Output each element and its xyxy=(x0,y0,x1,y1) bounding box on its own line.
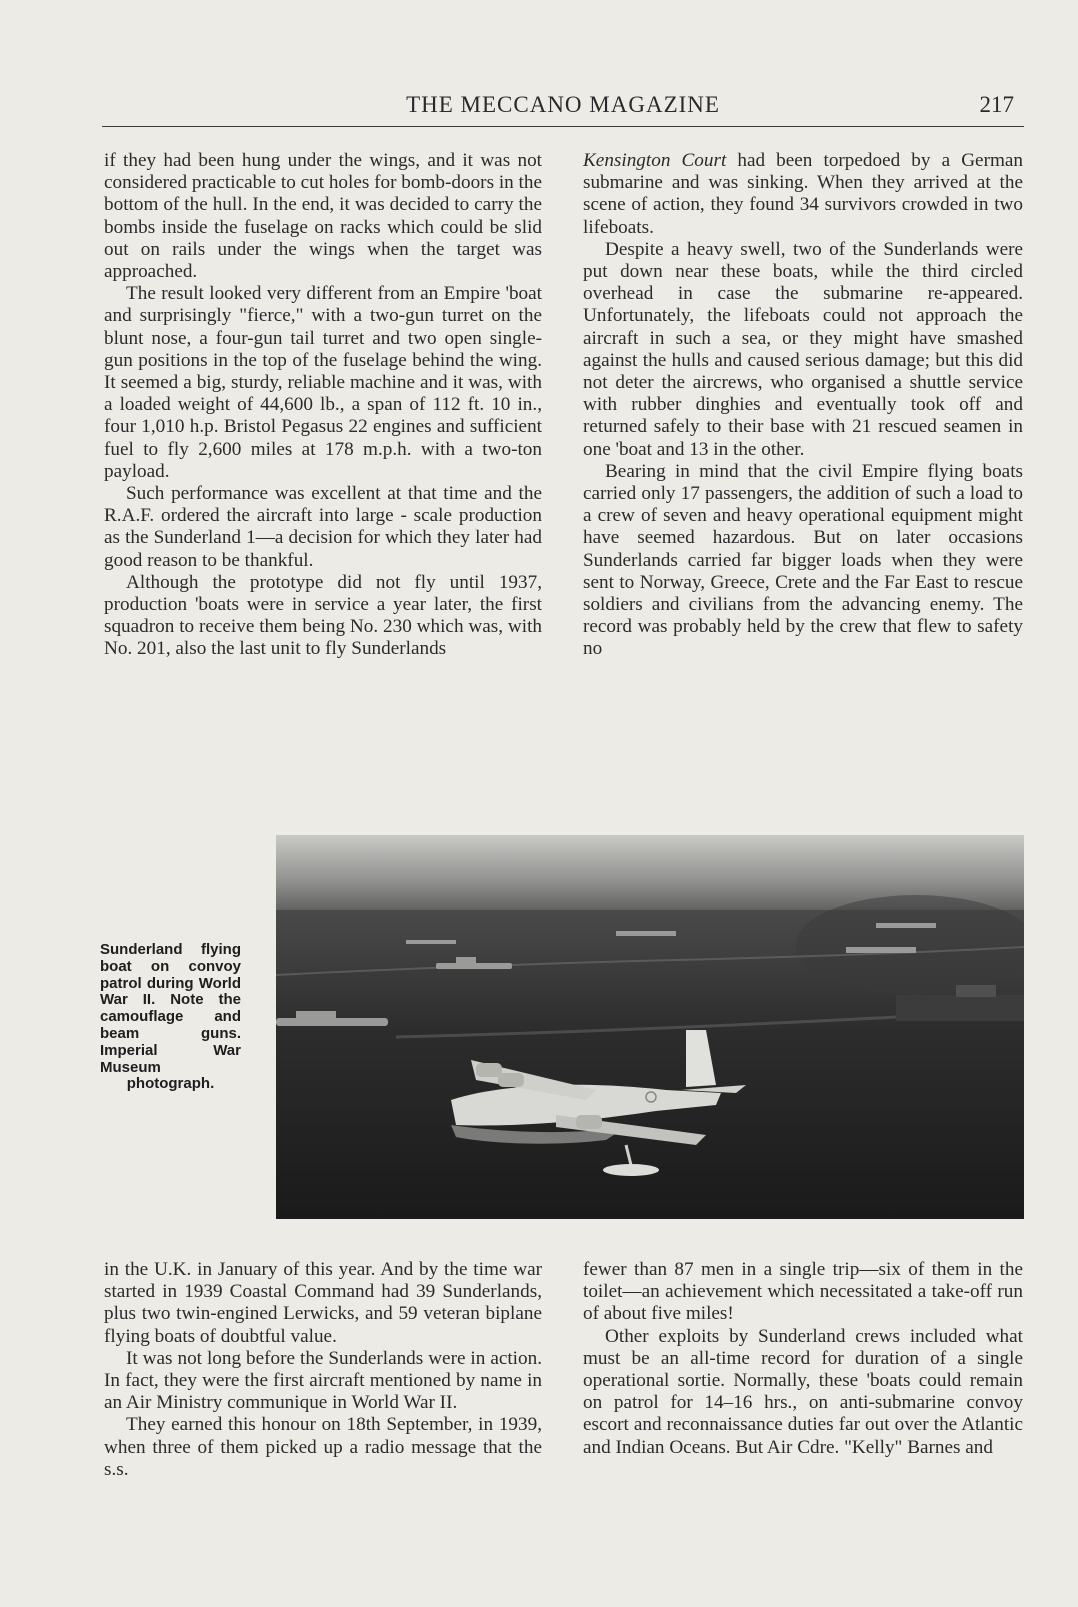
text-column-2 xyxy=(583,150,1023,661)
text-column-1 xyxy=(104,150,542,661)
page-header xyxy=(102,92,1024,127)
ship-name: Kensington Court xyxy=(583,150,727,171)
paragraph: Although the prototype did not fly until 1937, production 'boats were in service a year later, the first squadron to receive them being No. 230 which was, with No. 201, also the last unit to fly Sunderlands xyxy=(104,571,542,660)
paragraph: Bearing in mind that the civil Empire flying boats carried only 17 passengers, the addition of such a load to a crew of seven and heavy operational equipment might have seemed hazardous. But on later occasions Sunderlands carried far bigger loads when they were sent to Norway, Greece, Crete and the Far East to rescue soldiers and civilians from the advancing enemy. The record was probably held by the crew that flew to safety no xyxy=(583,460,1023,660)
paragraph: Such performance was excellent at that time and the R.A.F. ordered the aircraft into large - scale production as the Sunderland 1—a decision for which they later had good reason to be thankful. xyxy=(104,483,542,571)
paragraph: in the U.K. in January of this year. And by the time war started in 1939 Coastal Command had 39 Sunderlands, plus two twin-engined Lerwicks, and 59 veteran biplane flying boats of doubtful value. xyxy=(104,1259,542,1347)
page-number: 217 xyxy=(979,92,1014,117)
paragraph: It was not long before the Sunderlands were in action. In fact, they were the first aircraft mentioned by name in an Air Ministry communique in World War II. xyxy=(104,1347,542,1414)
paragraph: fewer than 87 men in a single trip—six of them in the toilet—an achievement which necessitated a take-off run of about five miles! xyxy=(583,1259,1023,1325)
photo-caption: Sunderland flying boat on convoy patrol during World War II. Note the camouflage and beam guns. Imperial War Museum photograph. xyxy=(100,941,241,1093)
text-column-3 xyxy=(104,1259,542,1481)
paragraph: They earned this honour on 18th September, in 1939, when three of them picked up a radio message that the s.s. xyxy=(104,1414,542,1480)
magazine-title: THE MECCANO MAGAZINE xyxy=(406,92,720,117)
paragraph-text: had been torpedoed by a German submarine and was sinking. When they arrived at the scene of action, they found 34 survivors crowded in two lifeboats. xyxy=(583,150,1023,238)
paragraph: if they had been hung under the wings, and it was not considered practicable to cut holes for bomb-doors in the bottom of the hull. In the end, it was decided to carry the bombs inside the fuselage on racks which could be slid out on rails under the wings when the target was approached. xyxy=(104,150,542,283)
paragraph: Despite a heavy swell, two of the Sunderlands were put down near these boats, while the third circled overhead in case the submarine re-appeared. Unfortunately, the lifeboats could not approach the aircraft in such a sea, or they might have smashed against the hulls and caused serious damage; but this did not deter the aircrews, who organised a shuttle service with rubber dinghies and eventually took off and returned safely to their base with 21 rescued seamen in one 'boat and 13 in the other. xyxy=(583,238,1023,460)
text-column-4 xyxy=(583,1259,1023,1459)
paragraph: The result looked very different from an Empire 'boat and surprisingly "fierce," with a two-gun turret on the blunt nose, a four-gun tail turret and two open single-gun positions in the top of the fuselage behind the wing. It seemed a big, sturdy, reliable machine and it was, with a loaded weight of 44,600 lb., a span of 112 ft. 10 in., four 1,010 h.p. Bristol Pegasus 22 engines and sufficient fuel to fly 2,600 miles at 178 m.p.h. with a two-ton payload. xyxy=(104,283,542,482)
paragraph: Other exploits by Sunderland crews included what must be an all-time record for duration of a single operational sortie. Normally, these 'boats could remain on patrol for 14–16 hrs., on anti-submarine convoy escort and reconnaissance duties far out over the Atlantic and Indian Oceans. But Air Cdre. "Kelly" Barnes and xyxy=(583,1325,1023,1458)
flying-boat-photograph xyxy=(276,835,1024,1219)
paragraph xyxy=(583,150,1023,239)
